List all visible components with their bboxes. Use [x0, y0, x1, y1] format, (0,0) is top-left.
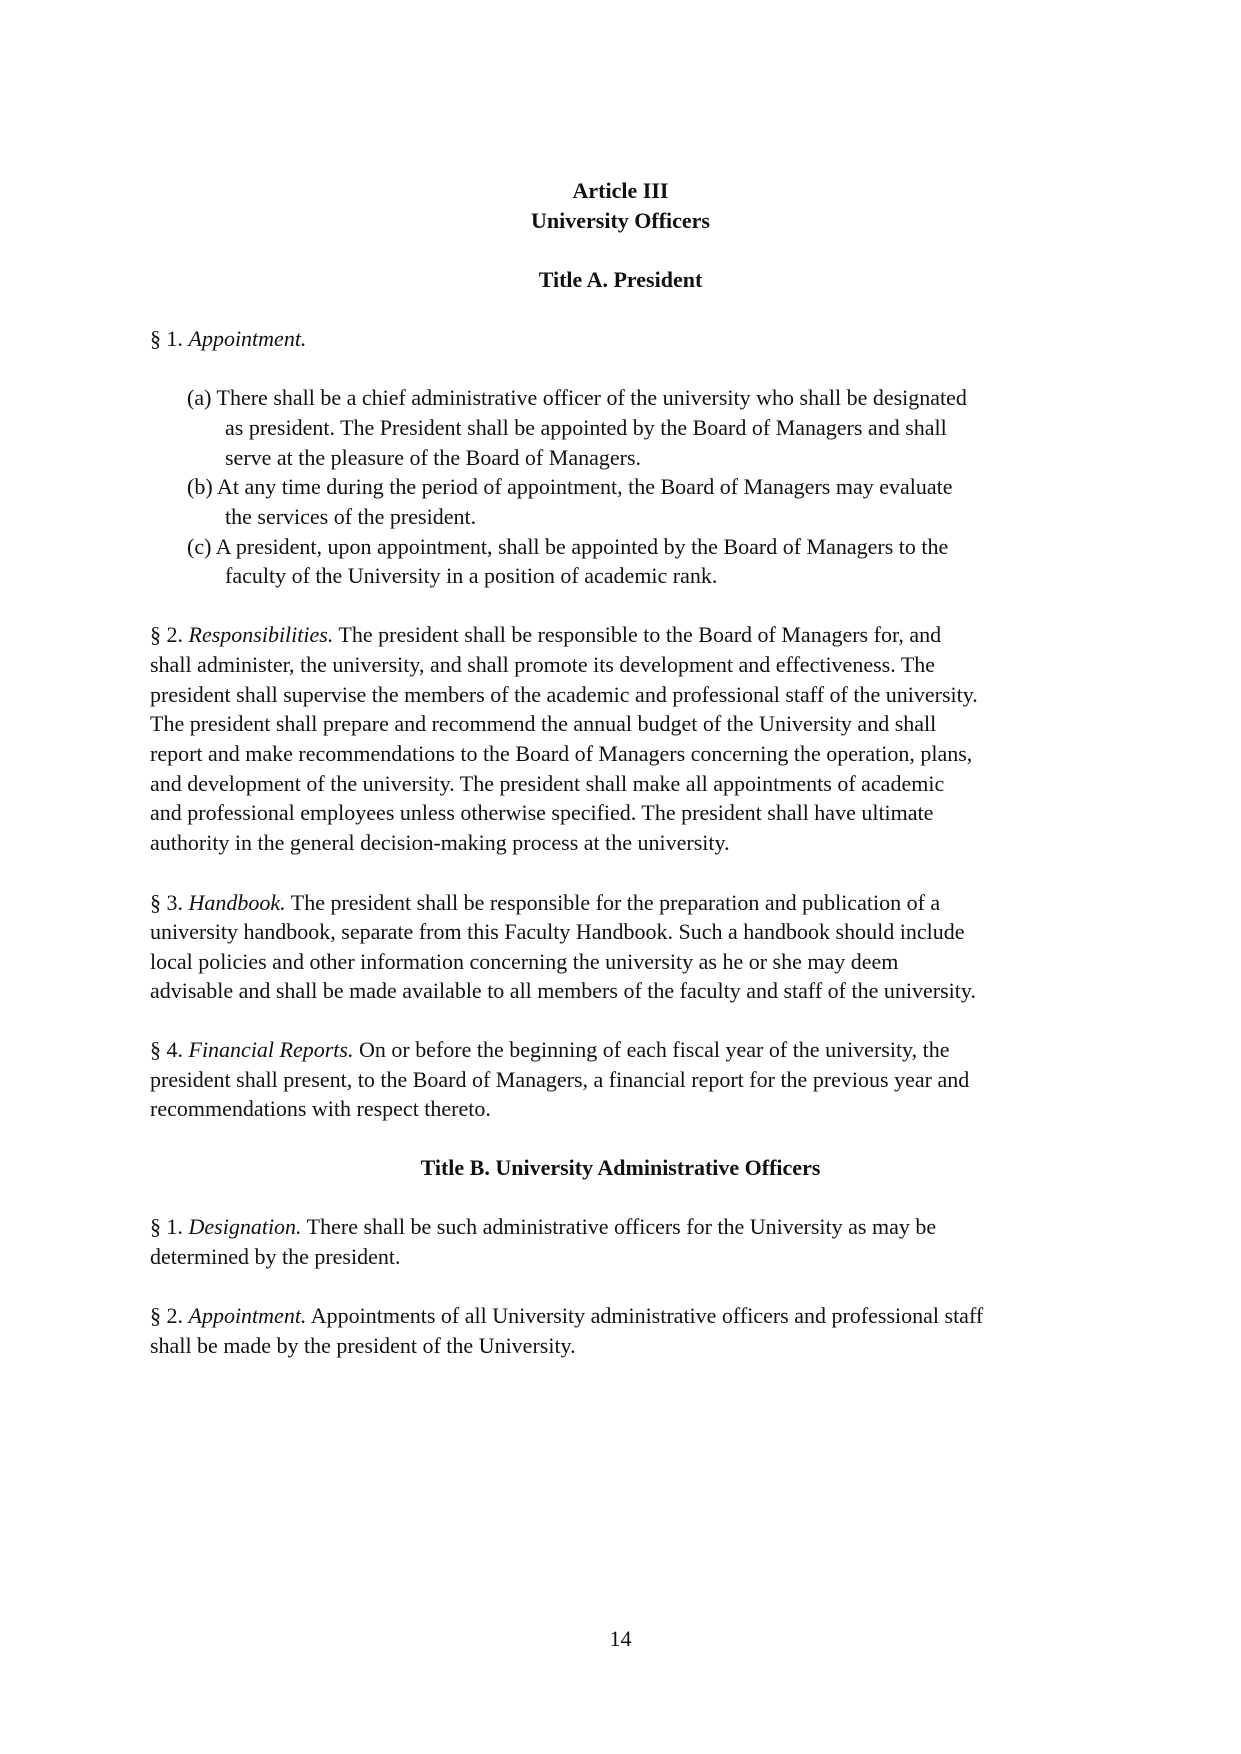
- section-label: Financial Reports.: [188, 1037, 354, 1062]
- section-text: There shall be such administrative officers for the University as may be: [301, 1214, 937, 1239]
- section-number: § 1.: [150, 1214, 183, 1239]
- section-label: Handbook.: [188, 890, 286, 915]
- section-b2-first-line: [150, 1301, 983, 1331]
- list-item-a-line-2: as president. The President shall be appointed by the Board of Managers and shall: [225, 415, 947, 440]
- section-a2-line: president shall supervise the members of the academic and professional staff of the university.: [150, 682, 978, 707]
- list-item-b-line-2: the services of the president.: [225, 504, 477, 529]
- section-text: The president shall be responsible for the preparation and publication of a: [285, 890, 941, 915]
- section-b1-first-line: [150, 1212, 936, 1242]
- section-number: § 2.: [150, 1303, 183, 1328]
- section-a3-line: local policies and other information concerning the university as he or she may deem: [150, 949, 899, 974]
- section-a1-heading: [150, 324, 306, 354]
- title-b-heading: Title B. University Administrative Officers: [420, 1155, 821, 1180]
- page-number: 14: [609, 1626, 632, 1651]
- section-number: § 4.: [150, 1037, 183, 1062]
- section-a2-line: authority in the general decision-making process at the university.: [150, 830, 730, 855]
- title-a-heading: Title A. President: [538, 267, 703, 292]
- list-item-b-line-1: (b) At any time during the period of appointment, the Board of Managers may evaluate: [187, 474, 953, 499]
- section-b1-line: determined by the president.: [150, 1244, 401, 1269]
- list-item-c-line-2: faculty of the University in a position of academic rank.: [225, 563, 718, 588]
- section-a2-line: and development of the university. The president shall make all appointments of academic: [150, 771, 945, 796]
- article-heading: Article III: [572, 178, 669, 203]
- section-a3-first-line: [150, 888, 940, 918]
- list-item-a-line-1: (a) There shall be a chief administrative officer of the university who shall be designated: [187, 385, 967, 410]
- section-label: Appointment.: [188, 326, 307, 351]
- section-label: Designation.: [188, 1214, 302, 1239]
- list-item-a-line-3: serve at the pleasure of the Board of Managers.: [225, 445, 642, 470]
- section-a2-line: and professional employees unless otherwise specified. The president shall have ultimate: [150, 800, 934, 825]
- section-number: § 3.: [150, 890, 183, 915]
- section-text: Appointments of all University administrative officers and professional staff: [306, 1303, 984, 1328]
- section-a2-first-line: [150, 620, 941, 650]
- section-b2-line: shall be made by the president of the University.: [150, 1333, 576, 1358]
- section-a3-line: university handbook, separate from this Faculty Handbook. Such a handbook should include: [150, 919, 965, 944]
- section-number: § 2.: [150, 622, 183, 647]
- list-item-c-line-1: (c) A president, upon appointment, shall be appointed by the Board of Managers to the: [187, 534, 949, 559]
- section-number: § 1.: [150, 326, 183, 351]
- section-a4-line: president shall present, to the Board of Managers, a financial report for the previous year and: [150, 1067, 970, 1092]
- section-a2-line: shall administer, the university, and shall promote its development and effectiveness. The: [150, 652, 936, 677]
- section-a4-line: recommendations with respect thereto.: [150, 1096, 491, 1121]
- article-title: University Officers: [531, 208, 710, 233]
- section-a2-line: report and make recommendations to the Board of Managers concerning the operation, plans,: [150, 741, 973, 766]
- section-text: On or before the beginning of each fiscal year of the university, the: [353, 1037, 950, 1062]
- section-label: Responsibilities.: [188, 622, 334, 647]
- section-label: Appointment.: [188, 1303, 307, 1328]
- section-a2-line: The president shall prepare and recommend the annual budget of the University and shall: [150, 711, 937, 736]
- section-a4-first-line: [150, 1035, 950, 1065]
- section-text: The president shall be responsible to the Board of Managers for, and: [333, 622, 942, 647]
- section-a3-line: advisable and shall be made available to all members of the faculty and staff of the university.: [150, 978, 976, 1003]
